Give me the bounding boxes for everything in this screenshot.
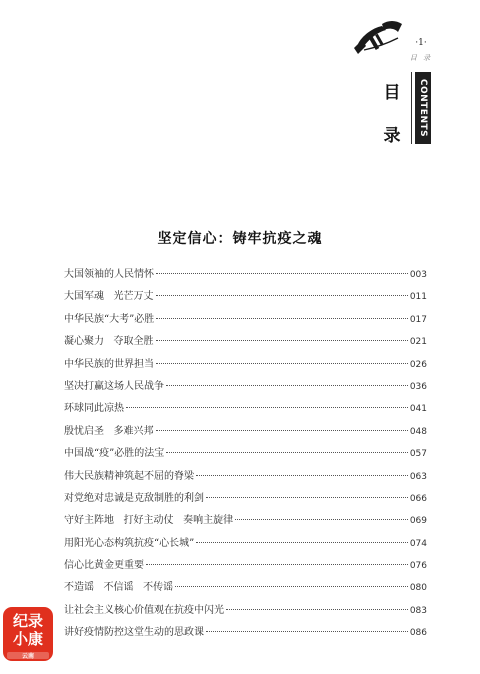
toc-entry[interactable] [64, 422, 427, 444]
dot-leader [196, 475, 408, 476]
toc-entry[interactable] [64, 310, 427, 332]
dot-leader [156, 430, 408, 431]
dot-leader [156, 273, 408, 274]
toc-entry-title: 大国领袖的人民情怀 [64, 269, 154, 280]
dot-leader [206, 631, 408, 632]
toc-entry-title: 殷忧启圣 多难兴邦 [64, 425, 154, 437]
toc-entry-page: 066 [409, 493, 427, 504]
dot-leader [156, 318, 408, 319]
dot-leader [156, 295, 408, 296]
toc-entry-page: 080 [409, 583, 427, 594]
toc-entry[interactable] [64, 265, 427, 287]
toc-entry[interactable] [64, 601, 427, 623]
dot-leader [126, 407, 408, 408]
toc-entry-title: 守好主阵地 打好主动仗 奏响主旋律 [64, 515, 234, 527]
toc-entry-title: 凝心聚力 夺取全胜 [64, 336, 154, 348]
svg-text:云南: 云南 [21, 653, 35, 660]
dot-leader [146, 564, 408, 565]
dot-leader [156, 340, 408, 341]
toc-entry-title: 不造谣 不信谣 不传谣 [64, 582, 174, 594]
toc-entry-page: 026 [409, 359, 427, 370]
toc-entry[interactable] [64, 511, 427, 533]
svg-text:纪录: 纪录 [12, 612, 44, 630]
contents-banner [415, 72, 431, 144]
toc-entry[interactable] [64, 623, 427, 645]
trumpet-icon [352, 18, 408, 58]
dot-leader [196, 542, 408, 543]
toc-entry[interactable] [64, 332, 427, 354]
toc-entry-page: 011 [409, 292, 427, 303]
toc-entry[interactable] [64, 399, 427, 421]
toc-entry-title: 中华民族的世界担当 [64, 358, 154, 370]
toc-entry-title: 信心比黄金更重要 [64, 560, 144, 572]
toc-entry-title: 让社会主义核心价值观在抗疫中闪光 [64, 604, 224, 616]
dot-leader [235, 519, 408, 520]
toc-entry-title: 大国军魂 光芒万丈 [64, 291, 154, 303]
toc-entry[interactable] [64, 578, 427, 600]
header-label: 目 录 [409, 54, 433, 62]
jilu-xiaokang-logo [2, 606, 54, 662]
toc-entry[interactable] [64, 534, 427, 556]
svg-text:小康: 小康 [12, 630, 44, 648]
toc-entry-page: 017 [409, 314, 427, 325]
toc-entry-page: 041 [409, 404, 427, 415]
page-title-char-1: 目 [383, 83, 401, 103]
toc-entry-page: 074 [409, 538, 427, 549]
toc-entry-page: 076 [409, 561, 427, 572]
toc-entry-title: 坚决打赢这场人民战争 [64, 380, 164, 392]
dot-leader [166, 385, 408, 386]
dot-leader [156, 363, 408, 364]
toc-entry-title: 中华民族“大考”必胜 [64, 313, 155, 325]
toc-entry-title: 环球同此凉热 [64, 403, 124, 415]
toc-entry-page: 021 [409, 337, 427, 348]
toc-entry-title: 伟大民族精神筑起不屈的脊梁 [64, 470, 194, 482]
toc-entry-page: 083 [409, 605, 427, 616]
title-divider [411, 72, 412, 144]
dot-leader [175, 586, 408, 587]
toc-entry-page: 086 [409, 628, 427, 639]
toc-entry-page: 048 [409, 426, 427, 437]
toc-entry-page: 036 [409, 381, 427, 392]
toc-entry[interactable] [64, 287, 427, 309]
toc-entry[interactable] [64, 489, 427, 511]
toc-entry-page: 063 [409, 471, 427, 482]
toc-entry[interactable] [64, 377, 427, 399]
page-title-char-2: 录 [383, 126, 401, 146]
contents-label: CONTENTS [418, 78, 428, 138]
toc-entry-page: 003 [409, 270, 427, 280]
toc-list [64, 265, 427, 646]
toc-entry-title: 对党绝对忠诚是克敌制胜的利剑 [64, 492, 204, 504]
toc-entry[interactable] [64, 444, 427, 466]
toc-entry-title: 中国战“疫”必胜的法宝 [64, 448, 165, 460]
dot-leader [226, 609, 408, 610]
toc-entry[interactable] [64, 467, 427, 489]
toc-entry-title: 讲好疫情防控这堂生动的思政课 [64, 627, 204, 639]
toc-entry[interactable] [64, 355, 427, 377]
dot-leader [166, 452, 408, 453]
page-number: ·1· [415, 38, 427, 48]
toc-entry-page: 069 [409, 516, 427, 527]
toc-entry-page: 057 [409, 449, 427, 460]
section-title: 坚定信心：铸牢抗疫之魂 [157, 231, 323, 247]
toc-entry[interactable] [64, 556, 427, 578]
dot-leader [206, 497, 408, 498]
toc-entry-title: 用阳光心态构筑抗疫“心长城” [64, 537, 195, 549]
